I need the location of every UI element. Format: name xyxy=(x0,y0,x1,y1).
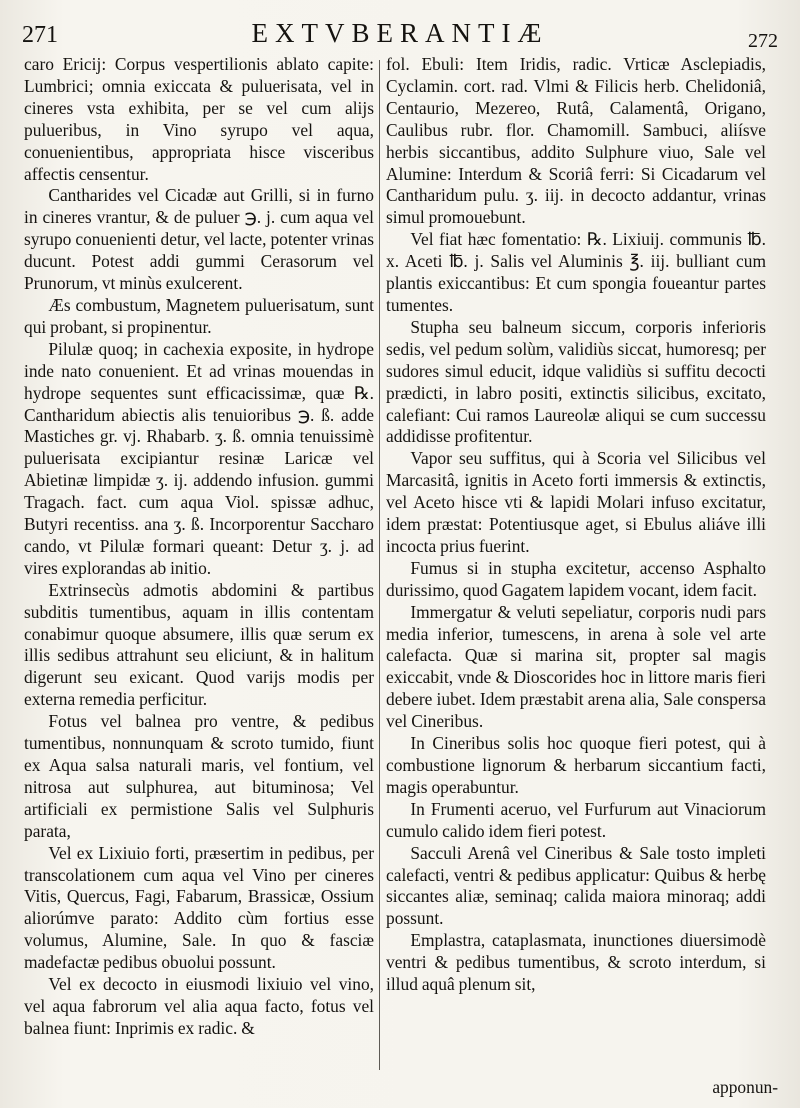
catchword: apponun- xyxy=(712,1077,778,1097)
paragraph: Emplastra, cataplasmata, inunctiones diuersimodè ventri & pedibus tumentibus, & scroto interdum, si illud aquâ plenum sit, xyxy=(386,930,766,995)
paragraph: Cantharides vel Cicadæ aut Grilli, si in furno in cineres vrantur, & de puluer ℈. j. cum aqua vel syrupo conuenienti detur, vel lacte, potenter vrinas ducunt. Potest addi gummi Cerasorum vel Prunorum, vt minùs exulcerent. xyxy=(24,185,374,294)
paragraph: caro Ericij: Corpus vespertilionis ablato capite: Lumbrici; omnia exiccata & puluerisata, vel in cineres vsta exhibita, per se vel cum alijs pulueribus, in Vino syrupo vel aqua, conuenientibus, appropriata hisce visceribus affectis censentur. xyxy=(24,54,374,184)
paragraph: Vel ex decocto in eiusmodi lixiuio vel vino, vel aqua fabrorum vel alia aqua facto, fotus vel balnea fiunt: Inprimis ex radic. & xyxy=(24,974,374,1038)
paragraph: Sacculi Arenâ vel Cineribus & Sale tosto impleti calefacti, ventri & pedibus applicatur: Quibus & herbę siccantes aliæ, seminaq; calida maiora minoraq; addi possunt. xyxy=(386,842,766,929)
paragraph: Vel ex Lixiuio forti, præsertim in pedibus, per transcolationem cum aqua vel Vino per cineres Vitis, Quercus, Fagi, Fabarum, Brassicæ, Ossium aliorúmve parato: Addito cùm fortius esse volumus, Alumine, Sale. In quo & fasciæ madefactæ pedibus obuolui possunt. xyxy=(24,842,374,973)
paragraph: Æs combustum, Magnetem puluerisatum, sunt qui probant, si propinentur. xyxy=(24,294,374,337)
paragraph: Vapor seu suffitus, qui à Scoria vel Silicibus vel Marcasitâ, ignitis in Aceto forti immersis & extinctis, vel Aceto hisce vti & lapidi Molari infuso excitatur, idem præstat: Potentiusque aget, si Ebulus aliáve illi incocta prius fuerint. xyxy=(386,448,766,556)
page-header xyxy=(22,16,778,50)
paragraph: Stupha seu balneum siccum, corporis inferioris sedis, vel pedum solùm, validiùs siccat, humoresq; per sudores simul educit, idque validiùs si suffitu decocti prædicti, in labro positi, extinctis silicibus, excitato, calefiant: Cui ramos Laureolæ aliqui se cum successu addidisse profitentur. xyxy=(386,316,766,447)
page-number-right: 272 xyxy=(748,30,778,52)
left-column xyxy=(24,54,374,1094)
paragraph: Fotus vel balnea pro ventre, & pedibus tumentibus, nonnunquam & scroto tumido, fiunt ex Aqua salsa naturali maris, vel fontium, vel nitrosa aut sulphurea, aut bituminosa; Vel artificiali ex permistione Salis vel Sulphuris parata, xyxy=(24,711,374,841)
paragraph: Pilulæ quoq; in cachexia exposite, in hydrope inde nato conuenient. Et ad vrinas mouendas in hydrope sequentes sunt efficacissimæ, quæ ℞. Cantharidum abiectis alis tenuioribus ℈. ß. adde Mastiches gr. vj. Rhabarb. ʒ. ß. omnia tenuissimè puluerisata excipiantur resinæ Laricæ vel Abietinæ limpidæ ʒ. ij. addendo infusion. gummi Tragach. fact. cum aqua Viol. spissæ adhuc, Butyri recentiss. ana ʒ. ß. Incorporentur Saccharo cando, vt Pilulæ formari queant: Detur ʒ. j. ad vires explorandas ab initio. xyxy=(24,338,374,578)
paragraph: Immergatur & veluti sepeliatur, corporis nudi pars media inferior, tumescens, in arena à sole vel arte calefacta. Quæ si marina sit, propter sal magis exiccabit, vnde & Dioscorides hoc in littore maris fieri debere iubet. Idem præstabit arena alia, Sale conspersa vel Cineribus. xyxy=(386,601,766,732)
column-divider xyxy=(379,60,380,1070)
running-title: EXTVBERANTIÆ xyxy=(251,18,549,48)
right-column xyxy=(386,54,766,1094)
page-number-left: 271 xyxy=(22,22,58,48)
paragraph: Fumus si in stupha excitetur, accenso Asphalto durissimo, quod Gagatem lapidem vocant, idem facit. xyxy=(386,557,766,600)
paragraph: In Frumenti aceruo, vel Furfurum aut Vinaciorum cumulo calido idem fieri potest. xyxy=(386,798,766,841)
paragraph: In Cineribus solis hoc quoque fieri potest, qui à combustione lignorum & herbarum siccantium facti, magis operabuntur. xyxy=(386,733,766,797)
paragraph: Extrinsecùs admotis abdomini & partibus subditis tumentibus, aquam in illis contentam conabimur quoque absumere, illis quæ serum ex illis sedibus attrahunt seu eliciunt, & in halitum digerunt seu exicant. Quod varijs modis per externa remedia perficitur. xyxy=(24,579,374,710)
paragraph: Vel fiat hæc fomentatio: ℞. Lixiuij. communis ℔. x. Aceti ℔. j. Salis vel Aluminis ℥. iij. bulliant cum plantis exiccantibus: Et cum spongia foueantur partes tumentes. xyxy=(386,229,766,315)
paragraph: fol. Ebuli: Item Iridis, radic. Vrticæ Asclepiadis, Cyclamin. cort. rad. Vlmi & Filicis herb. Chelidoniâ, Centaurio, Mezereo, Rutâ, Calamentâ, Origano, Caulibus rubr. flor. Chamomill. Sambuci, aliísve herbis siccantibus, addito Sulphure viuo, Sale vel Alumine: Interdum & Scoriâ ferri: Si Cicadarum vel Cantharidum pulu. ʒ. iij. in decocto addantur, vrinas simul promouebunt. xyxy=(386,54,766,228)
